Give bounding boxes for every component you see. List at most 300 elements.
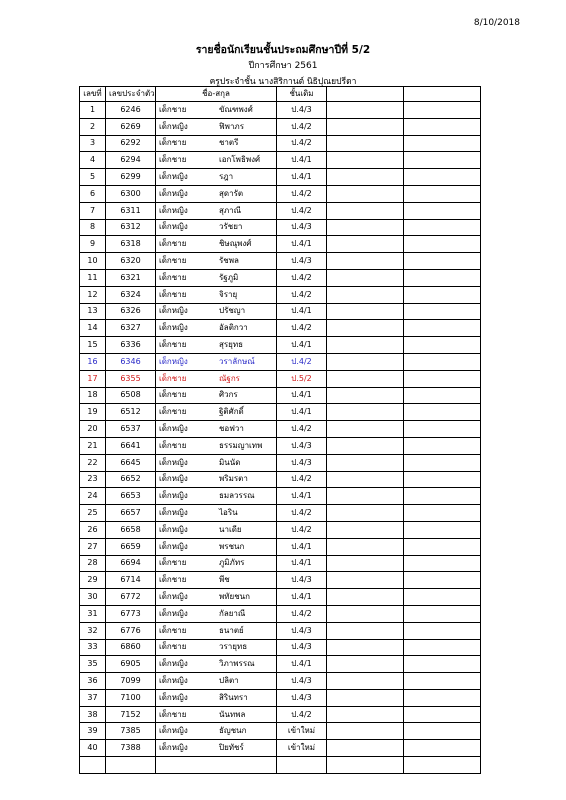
blank-cell [327,622,404,639]
blank-cell [327,689,404,706]
student-name: ชาตรี [216,135,277,152]
column-header-number: เลขที่ [80,87,106,102]
student-name: สุภาณี [216,202,277,219]
blank-cell [327,118,404,135]
blank-cell [327,437,404,454]
blank-cell [327,370,404,387]
student-id: 6714 [106,572,156,589]
table-row [80,320,481,337]
student-id: 6292 [106,135,156,152]
blank-cell [404,622,481,639]
academic-year: ปีการศึกษา 2561 [248,61,318,71]
student-prefix: เด็กชาย [156,639,217,656]
student-id: 6318 [106,236,156,253]
blank-cell [327,521,404,538]
student-name: กัลยาณี [216,605,277,622]
blank-cell [327,404,404,421]
table-row [80,169,481,186]
student-name: จิรายุ [216,286,277,303]
student-name: วราลักษณ์ [216,353,277,370]
blank-cell [404,639,481,656]
student-id: 6776 [106,622,156,639]
student-name: นาเดีย [216,521,277,538]
previous-class: ป.4/1 [277,169,327,186]
student-id: 6652 [106,471,156,488]
previous-class: ป.4/2 [277,135,327,152]
blank-cell [327,488,404,505]
previous-class: ป.4/2 [277,521,327,538]
blank-cell [327,337,404,354]
table-row [80,286,481,303]
student-number: 23 [80,471,106,488]
blank-cell [327,387,404,404]
student-id: 6300 [106,185,156,202]
student-prefix: เด็กหญิง [156,656,217,673]
student-number: 1 [80,102,106,119]
student-prefix: เด็กหญิง [156,723,217,740]
previous-class: ป.4/2 [277,185,327,202]
student-number: 12 [80,286,106,303]
table-row [80,656,481,673]
blank-cell [404,303,481,320]
previous-class: ป.4/1 [277,152,327,169]
previous-class: ป.4/1 [277,337,327,354]
student-number: 40 [80,740,106,757]
student-prefix: เด็กชาย [156,152,217,169]
student-number: 4 [80,152,106,169]
previous-class: ป.4/1 [277,656,327,673]
student-prefix: เด็กหญิง [156,118,217,135]
blank-cell [404,505,481,522]
student-prefix: เด็กหญิง [156,673,217,690]
student-name: ณัฐกร [216,370,277,387]
student-number: 32 [80,622,106,639]
table-row [80,505,481,522]
blank-cell [327,723,404,740]
student-prefix: เด็กชาย [156,370,217,387]
student-prefix: เด็กหญิง [156,421,217,438]
student-name: ปลิตา [216,673,277,690]
student-id: 6658 [106,521,156,538]
previous-class: เข้าใหม่ [277,723,327,740]
blank-cell [404,370,481,387]
student-name: ธัญชนก [216,723,277,740]
blank-cell [327,538,404,555]
student-id: 7099 [106,673,156,690]
blank-cell [327,269,404,286]
student-name: สุรยุทธ [216,337,277,354]
previous-class: ป.4/1 [277,387,327,404]
previous-class: ป.4/2 [277,421,327,438]
student-name: ศิวกร [216,387,277,404]
student-name: มินนัด [216,454,277,471]
blank-cell [404,740,481,757]
blank-cell [327,740,404,757]
student-number: 5 [80,169,106,186]
student-name: ธนาตย์ [216,622,277,639]
blank-cell [327,236,404,253]
table-row [80,605,481,622]
previous-class: ป.4/2 [277,706,327,723]
blank-cell [404,437,481,454]
previous-class: ป.4/3 [277,673,327,690]
student-name: สุดารัต [216,185,277,202]
student-prefix: เด็กหญิง [156,740,217,757]
table-row [80,421,481,438]
table-row [80,118,481,135]
previous-class: ป.4/1 [277,488,327,505]
student-id: 7388 [106,740,156,757]
table-row [80,185,481,202]
student-prefix: เด็กหญิง [156,202,217,219]
student-number: 20 [80,421,106,438]
blank-cell [404,353,481,370]
blank-cell [327,135,404,152]
student-number: 19 [80,404,106,421]
student-id: 6336 [106,337,156,354]
table-row [80,706,481,723]
blank-cell [327,656,404,673]
table-row [80,740,481,757]
blank-cell [404,555,481,572]
blank-cell [404,219,481,236]
previous-class: ป.4/2 [277,118,327,135]
student-number: 39 [80,723,106,740]
previous-class [277,757,327,774]
student-id: 6653 [106,488,156,505]
student-name: ปิยทัชร์ [216,740,277,757]
previous-class: ป.4/2 [277,269,327,286]
previous-class: ป.4/2 [277,605,327,622]
table-row [80,135,481,152]
student-id: 6294 [106,152,156,169]
page-title: รายชื่อนักเรียนชั้นประถมศึกษาปีที่ 5/2 [195,44,371,56]
student-name: ภูมิภัทร [216,555,277,572]
table-row [80,723,481,740]
previous-class: ป.4/3 [277,639,327,656]
student-id: 6860 [106,639,156,656]
student-number: 10 [80,253,106,270]
student-number: 35 [80,656,106,673]
student-id: 6320 [106,253,156,270]
student-number: 27 [80,538,106,555]
student-id: 6537 [106,421,156,438]
blank-cell [327,152,404,169]
student-name: วรัชยา [216,219,277,236]
previous-class: ป.5/2 [277,370,327,387]
student-number: 14 [80,320,106,337]
student-number: 6 [80,185,106,202]
student-id: 6312 [106,219,156,236]
student-prefix: เด็กหญิง [156,471,217,488]
student-prefix [156,757,217,774]
blank-cell [404,521,481,538]
blank-cell [404,169,481,186]
student-number: 22 [80,454,106,471]
student-id: 7152 [106,706,156,723]
student-id: 6324 [106,286,156,303]
student-name: รัฐภูมิ [216,269,277,286]
blank-cell [327,589,404,606]
blank-cell [327,253,404,270]
blank-cell [327,757,404,774]
column-header-blank-1 [327,87,404,102]
student-number: 37 [80,689,106,706]
student-name: อัลติกวา [216,320,277,337]
table-row [80,437,481,454]
previous-class: ป.4/2 [277,320,327,337]
student-name: ชิษณุพงศ์ [216,236,277,253]
blank-cell [404,152,481,169]
print-date: 8/10/2018 [473,18,520,28]
table-row [80,387,481,404]
student-prefix: เด็กชาย [156,404,217,421]
student-name: สิรินทรา [216,689,277,706]
student-prefix: เด็กชาย [156,102,217,119]
blank-cell [404,673,481,690]
previous-class: ป.4/1 [277,236,327,253]
student-number: 2 [80,118,106,135]
previous-class: เข้าใหม่ [277,740,327,757]
table-row [80,673,481,690]
blank-cell [327,169,404,186]
student-name: รัชพล [216,253,277,270]
table-row [80,253,481,270]
blank-cell [327,555,404,572]
blank-cell [404,320,481,337]
blank-cell [327,185,404,202]
student-number: 15 [80,337,106,354]
student-prefix: เด็กหญิง [156,169,217,186]
student-prefix: เด็กชาย [156,706,217,723]
student-name: พทัยชนก [216,589,277,606]
student-id: 6326 [106,303,156,320]
blank-cell [404,286,481,303]
student-name: ธมลวรรณ [216,488,277,505]
blank-cell [327,505,404,522]
student-id: 7385 [106,723,156,740]
previous-class: ป.4/3 [277,622,327,639]
table-row [80,521,481,538]
student-name: รฎา [216,169,277,186]
student-id: 6773 [106,605,156,622]
student-id: 6641 [106,437,156,454]
student-id: 6772 [106,589,156,606]
table-row [80,269,481,286]
student-id: 6321 [106,269,156,286]
blank-cell [327,353,404,370]
student-id: 6299 [106,169,156,186]
table-row [80,589,481,606]
table-row [80,404,481,421]
student-prefix: เด็กหญิง [156,303,217,320]
student-prefix: เด็กชาย [156,555,217,572]
student-name: ชอฟวา [216,421,277,438]
blank-cell [404,135,481,152]
previous-class: ป.4/2 [277,202,327,219]
blank-cell [404,689,481,706]
previous-class: ป.4/1 [277,555,327,572]
previous-class: ป.4/3 [277,102,327,119]
blank-cell [327,320,404,337]
student-number: 30 [80,589,106,606]
student-prefix: เด็กชาย [156,387,217,404]
blank-cell [404,656,481,673]
blank-cell [404,253,481,270]
student-prefix: เด็กชาย [156,622,217,639]
student-name: วรายุทธ [216,639,277,656]
student-id: 6355 [106,370,156,387]
blank-cell [404,118,481,135]
table-row [80,454,481,471]
previous-class: ป.4/2 [277,471,327,488]
student-number: 38 [80,706,106,723]
student-number: 9 [80,236,106,253]
student-name: เอกโพธิพงศ์ [216,152,277,169]
column-header-previous-class: ชั้นเดิม [277,87,327,102]
table-row [80,488,481,505]
student-prefix: เด็กชาย [156,269,217,286]
blank-cell [327,706,404,723]
student-prefix: เด็กชาย [156,337,217,354]
student-name: พริมรตา [216,471,277,488]
student-prefix: เด็กชาย [156,135,217,152]
blank-cell [404,421,481,438]
student-prefix: เด็กชาย [156,236,217,253]
table-row [80,353,481,370]
blank-cell [404,269,481,286]
student-name: ปรัชญา [216,303,277,320]
student-name: ฟิพาภร [216,118,277,135]
table-row [80,622,481,639]
student-number: 7 [80,202,106,219]
blank-cell [404,488,481,505]
blank-cell [327,303,404,320]
blank-cell [404,723,481,740]
previous-class: ป.4/1 [277,404,327,421]
table-row [80,555,481,572]
student-number: 8 [80,219,106,236]
previous-class: ป.4/1 [277,303,327,320]
previous-class: ป.4/3 [277,437,327,454]
student-prefix: เด็กชาย [156,286,217,303]
student-prefix: เด็กหญิง [156,538,217,555]
blank-cell [327,673,404,690]
student-id: 6659 [106,538,156,555]
student-prefix: เด็กหญิง [156,219,217,236]
student-number: 17 [80,370,106,387]
table-row [80,757,481,774]
table-row [80,102,481,119]
student-number: 31 [80,605,106,622]
previous-class: ป.4/2 [277,505,327,522]
blank-cell [404,538,481,555]
student-number: 3 [80,135,106,152]
blank-cell [327,286,404,303]
previous-class: ป.4/3 [277,454,327,471]
student-id: 6311 [106,202,156,219]
blank-cell [327,639,404,656]
student-id: 6905 [106,656,156,673]
column-header-name: ชื่อ-สกุล [156,87,277,102]
student-number: 29 [80,572,106,589]
blank-cell [404,202,481,219]
student-prefix: เด็กหญิง [156,605,217,622]
student-number: 16 [80,353,106,370]
student-id: 6694 [106,555,156,572]
table-row [80,219,481,236]
student-name: พรชนก [216,538,277,555]
student-name: ธรรมญาเทพ [216,437,277,454]
student-prefix: เด็กหญิง [156,353,217,370]
table-header-row [80,87,481,102]
previous-class: ป.4/3 [277,572,327,589]
student-prefix: เด็กชาย [156,572,217,589]
blank-cell [404,605,481,622]
student-prefix: เด็กหญิง [156,505,217,522]
blank-cell [404,236,481,253]
student-number: 28 [80,555,106,572]
blank-cell [404,387,481,404]
column-header-student-id: เลขประจำตัว [106,87,156,102]
blank-cell [327,202,404,219]
student-prefix: เด็กหญิง [156,589,217,606]
blank-cell [327,102,404,119]
previous-class: ป.4/1 [277,538,327,555]
previous-class: ป.4/2 [277,353,327,370]
student-name: ฐิติศักดิ์ [216,404,277,421]
blank-cell [404,454,481,471]
blank-cell [327,605,404,622]
blank-cell [327,454,404,471]
student-number: 36 [80,673,106,690]
student-number [80,757,106,774]
student-id: 6645 [106,454,156,471]
student-id: 6327 [106,320,156,337]
student-table [79,86,481,774]
student-id: 6246 [106,102,156,119]
student-name: วิภาพรรณ [216,656,277,673]
student-prefix: เด็กหญิง [156,185,217,202]
student-prefix: เด็กหญิง [156,488,217,505]
homeroom-teacher: ครูประจำชั้น นางสิริกานต์ นิธิปุณยปรีดา [209,77,357,87]
blank-cell [404,572,481,589]
student-number: 26 [80,521,106,538]
student-prefix: เด็กหญิง [156,454,217,471]
student-prefix: เด็กหญิง [156,320,217,337]
table-row [80,202,481,219]
blank-cell [327,219,404,236]
table-row [80,337,481,354]
table-row [80,572,481,589]
column-header-blank-2 [404,87,481,102]
student-id: 7100 [106,689,156,706]
student-number: 11 [80,269,106,286]
student-prefix: เด็กชาย [156,253,217,270]
table-row [80,152,481,169]
previous-class: ป.4/3 [277,253,327,270]
table-row [80,303,481,320]
blank-cell [404,185,481,202]
table-row [80,370,481,387]
student-id: 6269 [106,118,156,135]
student-id: 6657 [106,505,156,522]
blank-cell [404,706,481,723]
student-number: 25 [80,505,106,522]
student-number: 13 [80,303,106,320]
previous-class: ป.4/1 [277,589,327,606]
student-name: พีช [216,572,277,589]
